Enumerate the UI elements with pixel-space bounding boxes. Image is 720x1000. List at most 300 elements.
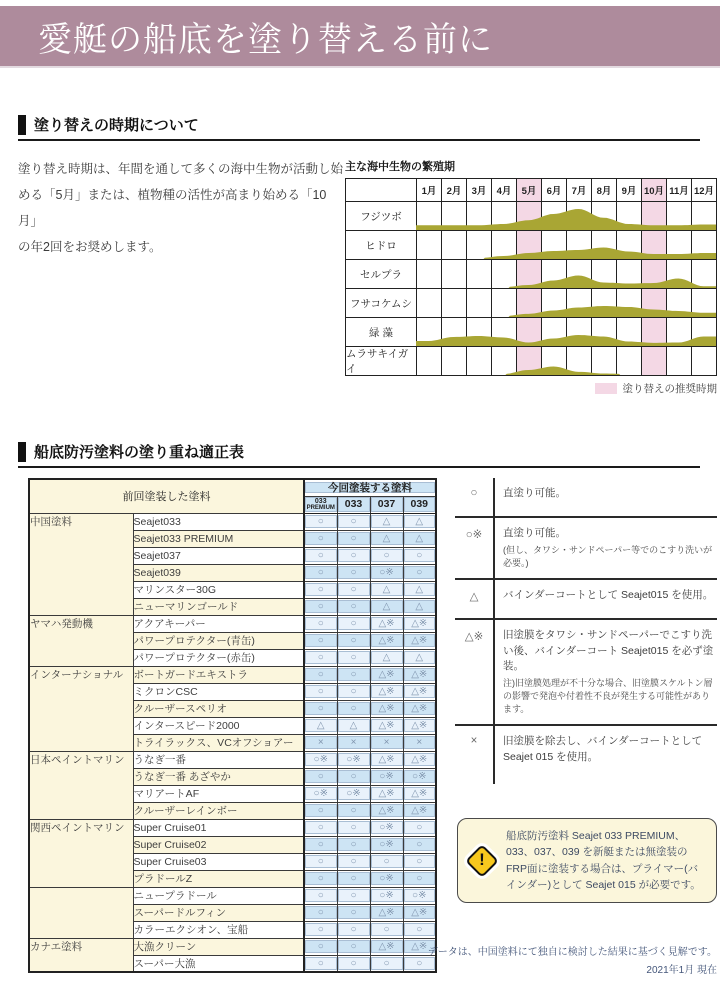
month-cell (566, 202, 591, 230)
month-cell (691, 347, 716, 375)
paint-name-cell: カラーエクシオン、宝船 (133, 921, 304, 938)
month-cell (691, 202, 716, 230)
mark-○: ○ (305, 583, 337, 596)
paint-name-cell: うなぎ一番 (133, 751, 304, 768)
legend-entry-1 (455, 478, 717, 516)
mark-△※: △※ (371, 617, 403, 630)
mark-cell (403, 717, 436, 734)
mark-cell (370, 870, 403, 887)
mark-cell (304, 513, 337, 530)
chart-row-フサコケムシ (346, 288, 716, 317)
mark-△: △ (404, 600, 436, 613)
mark-cell (403, 785, 436, 802)
month-cell (566, 347, 591, 375)
breeding-chart (345, 178, 717, 376)
chart-row-months (416, 318, 716, 346)
mark-○: ○ (338, 889, 370, 902)
current-column-label: 037 (371, 497, 403, 512)
mark-○: ○ (338, 634, 370, 647)
month-header-9: 9月 (616, 179, 641, 201)
maker-cell: 中国塗料 (29, 513, 133, 615)
mark-○※: ○※ (404, 770, 436, 783)
mark-○: ○ (338, 906, 370, 919)
month-cell (441, 289, 466, 317)
mark-△: △ (404, 515, 436, 528)
legend-swatch-pink (595, 383, 617, 394)
mark-△※: △※ (404, 634, 436, 647)
mark-○: ○ (338, 702, 370, 715)
mark-cell (304, 904, 337, 921)
chart-row-months (416, 202, 716, 230)
mark-○: ○ (338, 549, 370, 562)
month-cell (666, 347, 691, 375)
legend-text-main: 旧塗膜を除去し、バインダーコートとして Seajet 015 を使用。 (503, 735, 703, 763)
mark-○: ○ (404, 821, 436, 834)
paint-name-cell: Super Cruise01 (133, 819, 304, 836)
heading-bar (18, 115, 26, 135)
section1-heading-text: 塗り替えの時期について (34, 117, 199, 134)
warning-icon (467, 846, 497, 876)
chart-row-セルプラ (346, 259, 716, 288)
mark-△: △ (371, 532, 403, 545)
mark-○: ○ (338, 515, 370, 528)
month-cell (691, 260, 716, 288)
month-header-6: 6月 (541, 179, 566, 201)
mark-○: ○ (305, 634, 337, 647)
month-header (416, 179, 716, 201)
paint-name-cell: Seajet037 (133, 547, 304, 564)
current-column-label (305, 497, 337, 512)
mark-△※: △※ (404, 804, 436, 817)
chart-legend (345, 381, 717, 396)
mark-△: △ (338, 719, 370, 732)
intro-line-3: の年2回をお奨めします。 (18, 240, 162, 254)
maker-cell (29, 887, 133, 938)
month-cell (466, 289, 491, 317)
mark-○: ○ (338, 804, 370, 817)
page-header (0, 6, 720, 68)
mark-cell (337, 547, 370, 564)
maker-cell: カナエ塗料 (29, 938, 133, 972)
paint-name-cell: マリアートAF (133, 785, 304, 802)
page-title: 愛艇の船底を塗り替える前に (38, 20, 493, 59)
mark-○※: ○※ (338, 753, 370, 766)
month-cell (666, 260, 691, 288)
mark-cell (403, 853, 436, 870)
mark-○: ○ (371, 923, 403, 936)
legend-text-main: 直塗り可能。 (503, 527, 566, 539)
paint-name-cell: Seajet033 (133, 513, 304, 530)
mark-○: ○ (338, 957, 370, 970)
mark-cell (403, 700, 436, 717)
month-cell (466, 347, 491, 375)
mark-cell (403, 666, 436, 683)
month-cell (541, 318, 566, 346)
organism-label: フサコケムシ (346, 289, 416, 317)
paint-name-cell: トライラックス、VCオフショアー (133, 734, 304, 751)
month-cell (641, 202, 666, 230)
mark-○: ○ (338, 838, 370, 851)
legend-text (493, 620, 717, 724)
paint-name-cell: パワープロテクター(青缶) (133, 632, 304, 649)
mark-cell (403, 649, 436, 666)
mark-cell (337, 513, 370, 530)
mark-○: ○ (338, 770, 370, 783)
mark-cell (304, 870, 337, 887)
month-cell (566, 318, 591, 346)
mark-○: ○ (404, 566, 436, 579)
legend-text-note: (但し、タワシ・サンドペーパー等でのこすり洗いが必要。) (503, 544, 713, 568)
mark-cell (403, 598, 436, 615)
mark-○: ○ (338, 600, 370, 613)
mark-○※: ○※ (371, 889, 403, 902)
mark-△: △ (371, 515, 403, 528)
mark-○: ○ (338, 566, 370, 579)
mark-×: × (404, 736, 436, 749)
paint-name-cell: マリンスター30G (133, 581, 304, 598)
mark-△※: △※ (371, 702, 403, 715)
month-header-2: 2月 (441, 179, 466, 201)
chart-row-months (416, 260, 716, 288)
mark-○: ○ (371, 855, 403, 868)
month-cell (416, 202, 441, 230)
mark-cell (370, 819, 403, 836)
table-row (29, 751, 436, 768)
mark-△※: △※ (371, 668, 403, 681)
legend-entry-2 (455, 516, 717, 578)
month-cell (541, 289, 566, 317)
mark-○: ○ (305, 923, 337, 936)
mark-cell (403, 530, 436, 547)
mark-○: ○ (338, 821, 370, 834)
chart-title: 主な海中生物の繁殖期 (345, 161, 455, 173)
month-cell (691, 318, 716, 346)
mark-△※: △※ (371, 787, 403, 800)
mark-○: ○ (305, 549, 337, 562)
legend-text-main: バインダーコートとして Seajet015 を使用。 (503, 588, 714, 601)
breeding-chart-block (345, 158, 717, 396)
month-cell (691, 231, 716, 259)
paint-name-cell: アクアキーパー (133, 615, 304, 632)
mark-○: ○ (338, 855, 370, 868)
footnote-text: データは、中国塗料にて独自に検討した結果に基づく見解です。 (427, 947, 717, 958)
mark-○: ○ (338, 668, 370, 681)
mark-○: ○ (305, 855, 337, 868)
warning-text: 船底防汚塗料 Seajet 033 PREMIUM、033、037、039 を新艇または無塗装のFRP面に塗装する場合は、プライマー(バインダー)として Seajet 015 が必要です。 (506, 830, 701, 891)
chart-row-フジツボ (346, 201, 716, 230)
legend-text-main: 直塗り可能。 (503, 487, 566, 499)
month-cell (566, 231, 591, 259)
mark-cell (403, 632, 436, 649)
mark-○: ○ (305, 668, 337, 681)
month-cell (666, 231, 691, 259)
mark-△: △ (404, 651, 436, 664)
month-cell (491, 260, 516, 288)
legend-text (493, 580, 717, 618)
paint-name-cell: プラドールZ (133, 870, 304, 887)
month-cell (491, 347, 516, 375)
mark-cell (337, 938, 370, 955)
mark-×: × (338, 736, 370, 749)
intro-line-1: 塗り替え時期は、年間を通して多くの海中生物が活動し始 (18, 162, 344, 176)
mark-cell (337, 955, 370, 972)
mark-cell (337, 887, 370, 904)
month-header-3: 3月 (466, 179, 491, 201)
mark-cell (337, 581, 370, 598)
maker-cell: ヤマハ発動機 (29, 615, 133, 666)
month-header-10: 10月 (641, 179, 666, 201)
mark-cell (304, 819, 337, 836)
mark-cell (337, 530, 370, 547)
table-row (29, 819, 436, 836)
chart-row-ヒドロ (346, 230, 716, 259)
section-heading-compatibility-table (18, 441, 700, 468)
mark-△※: △※ (371, 634, 403, 647)
chart-corner-cell (346, 179, 416, 201)
table-row (29, 615, 436, 632)
mark-○※: ○※ (305, 753, 337, 766)
mark-cell (304, 581, 337, 598)
month-cell (516, 202, 541, 230)
mark-△※: △※ (404, 753, 436, 766)
mark-cell (337, 853, 370, 870)
mark-cell (370, 768, 403, 785)
organism-label: ムラサキイガイ (346, 347, 416, 375)
mark-○: ○ (404, 855, 436, 868)
mark-○: ○ (305, 906, 337, 919)
mark-cell (370, 666, 403, 683)
mark-cell (304, 683, 337, 700)
paint-name-cell: スーパー大漁 (133, 955, 304, 972)
mark-cell (304, 547, 337, 564)
mark-○: ○ (305, 702, 337, 715)
mark-cell (304, 717, 337, 734)
month-cell (641, 289, 666, 317)
mark-△※: △※ (404, 906, 436, 919)
month-cell (466, 202, 491, 230)
mark-△: △ (404, 583, 436, 596)
mark-cell (403, 564, 436, 581)
mark-cell (337, 836, 370, 853)
mark-○※: ○※ (404, 889, 436, 902)
mark-cell (304, 768, 337, 785)
current-column-033 PREMIUM (304, 496, 337, 513)
mark-△※: △※ (371, 719, 403, 732)
month-cell (516, 347, 541, 375)
mark-cell (337, 734, 370, 751)
mark-○: ○ (305, 838, 337, 851)
mark-cell (337, 870, 370, 887)
exclamation-mark: ! (479, 850, 485, 870)
mark-cell (370, 683, 403, 700)
organism-label: セルプラ (346, 260, 416, 288)
mark-cell (370, 785, 403, 802)
month-header-1: 1月 (416, 179, 441, 201)
mark-cell (304, 666, 337, 683)
mark-cell (337, 564, 370, 581)
mark-cell (403, 683, 436, 700)
current-paint-header-label: 今回塗装する塗料 (305, 482, 435, 493)
month-cell (441, 231, 466, 259)
organism-label: ヒドロ (346, 231, 416, 259)
mark-cell (304, 564, 337, 581)
month-cell (541, 202, 566, 230)
paint-name-cell: クルーザースペリオ (133, 700, 304, 717)
mark-cell (304, 751, 337, 768)
month-cell (641, 260, 666, 288)
mark-cell (370, 564, 403, 581)
mark-cell (337, 785, 370, 802)
chart-header-row (346, 179, 716, 201)
legend-symbol: △※ (464, 630, 484, 643)
legend-entry-3 (455, 578, 717, 618)
month-cell (491, 289, 516, 317)
month-cell (491, 318, 516, 346)
mark-○※: ○※ (338, 787, 370, 800)
month-cell (616, 318, 641, 346)
current-column-039 (403, 496, 436, 513)
mark-cell (403, 751, 436, 768)
section-heading-repaint-timing (18, 114, 700, 141)
month-cell (516, 260, 541, 288)
mark-cell (370, 649, 403, 666)
mark-cell (337, 649, 370, 666)
mark-cell (403, 734, 436, 751)
mark-△※: △※ (371, 753, 403, 766)
mark-○※: ○※ (371, 821, 403, 834)
organism-label: 緑 藻 (346, 318, 416, 346)
mark-△: △ (404, 532, 436, 545)
mark-○: ○ (305, 957, 337, 970)
mark-cell (403, 904, 436, 921)
legend-label: 塗り替えの推奨時期 (622, 383, 717, 395)
mark-○: ○ (404, 838, 436, 851)
month-cell (591, 202, 616, 230)
chart-row-months (416, 289, 716, 317)
mark-cell (403, 768, 436, 785)
mark-△※: △※ (404, 668, 436, 681)
month-cell (416, 318, 441, 346)
mark-△※: △※ (371, 685, 403, 698)
mark-cell (370, 547, 403, 564)
legend-text (493, 518, 717, 578)
chart-row-months (416, 231, 716, 259)
mark-○※: ○※ (371, 566, 403, 579)
mark-○: ○ (404, 923, 436, 936)
maker-cell: インターナショナル (29, 666, 133, 751)
month-cell (441, 347, 466, 375)
mark-○: ○ (305, 532, 337, 545)
mark-cell (304, 649, 337, 666)
organism-label: フジツボ (346, 202, 416, 230)
month-cell (416, 347, 441, 375)
mark-△: △ (305, 719, 337, 732)
paint-name-cell: Seajet033 PREMIUM (133, 530, 304, 547)
mark-△※: △※ (371, 940, 403, 953)
mark-△※: △※ (371, 906, 403, 919)
month-cell (616, 289, 641, 317)
month-header-8: 8月 (591, 179, 616, 201)
month-cell (441, 260, 466, 288)
month-header-5: 5月 (516, 179, 541, 201)
mark-cell (370, 734, 403, 751)
symbol-legend (455, 478, 717, 784)
month-cell (616, 202, 641, 230)
mark-○: ○ (338, 940, 370, 953)
mark-○: ○ (305, 515, 337, 528)
mark-cell (370, 598, 403, 615)
intro-paragraph (18, 156, 344, 260)
mark-cell (304, 802, 337, 819)
legend-text-note: 注)旧塗膜処理が不十分な場合、旧塗膜スケルトン層の影響で発泡や付着性不良が発生する可能性があります。 (503, 678, 713, 715)
month-cell (541, 260, 566, 288)
prev-paint-header: 前回塗装した塗料 (29, 479, 304, 513)
mark-○: ○ (338, 923, 370, 936)
month-header-11: 11月 (666, 179, 691, 201)
chart-row-months (416, 347, 716, 375)
month-cell (691, 289, 716, 317)
mark-cell (370, 717, 403, 734)
mark-cell (304, 632, 337, 649)
mark-cell (370, 530, 403, 547)
month-cell (666, 289, 691, 317)
month-cell (516, 231, 541, 259)
month-cell (516, 318, 541, 346)
mark-○: ○ (305, 651, 337, 664)
paint-name-cell: ニュープラドール (133, 887, 304, 904)
paint-name-cell: うなぎ一番 あざやか (133, 768, 304, 785)
month-cell (466, 231, 491, 259)
mark-○: ○ (305, 940, 337, 953)
table-row (29, 938, 436, 955)
mark-cell (337, 904, 370, 921)
mark-cell (337, 666, 370, 683)
mark-cell (304, 734, 337, 751)
mark-△: △ (371, 651, 403, 664)
mark-cell (370, 700, 403, 717)
mark-cell (370, 632, 403, 649)
column-label-line1: 033 (314, 498, 327, 505)
mark-cell (304, 785, 337, 802)
mark-cell (403, 870, 436, 887)
legend-symbol: ○※ (465, 529, 483, 541)
legend-entry-5 (455, 724, 717, 784)
section2-heading-text: 船底防汚塗料の塗り重ね適正表 (34, 444, 245, 461)
mark-○※: ○※ (305, 787, 337, 800)
mark-△※: △※ (404, 787, 436, 800)
mark-○: ○ (305, 821, 337, 834)
month-cell (416, 260, 441, 288)
month-cell (541, 347, 566, 375)
mark-cell (304, 700, 337, 717)
month-cell (416, 289, 441, 317)
mark-cell (337, 819, 370, 836)
mark-cell (337, 615, 370, 632)
paint-name-cell: ニューマリンゴールド (133, 598, 304, 615)
mark-cell (403, 836, 436, 853)
paint-name-cell: インタースピード2000 (133, 717, 304, 734)
paint-name-cell: Super Cruise03 (133, 853, 304, 870)
legend-symbol: × (470, 735, 478, 748)
mark-○※: ○※ (371, 838, 403, 851)
current-column-033 (337, 496, 370, 513)
paint-name-cell: Seajet039 (133, 564, 304, 581)
month-cell (616, 260, 641, 288)
current-paint-header (304, 479, 436, 496)
mark-cell (403, 921, 436, 938)
month-cell (591, 260, 616, 288)
mark-○: ○ (404, 957, 436, 970)
